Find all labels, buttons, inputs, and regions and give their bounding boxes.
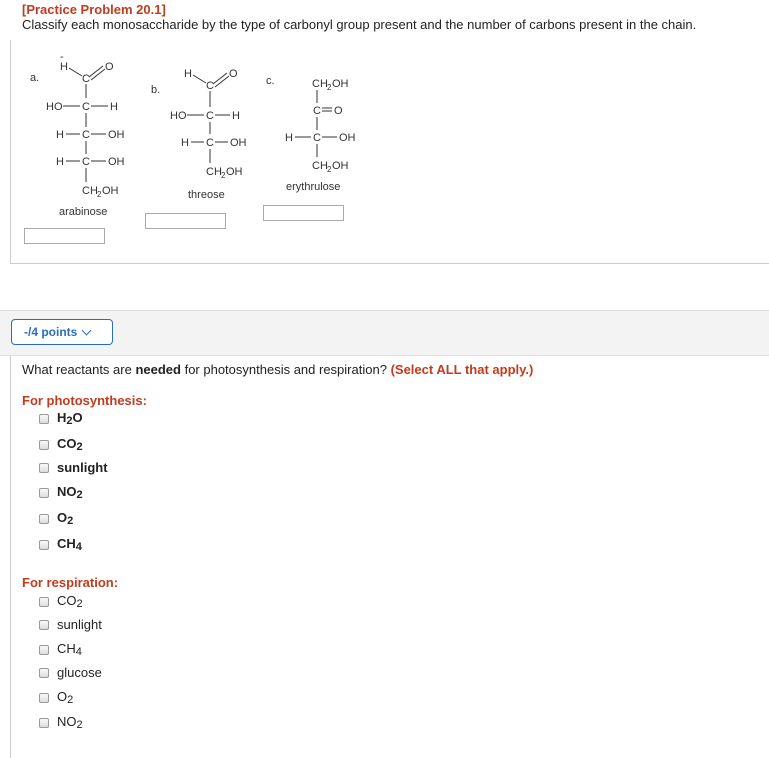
option-label: sunlight <box>57 617 102 632</box>
checkbox[interactable] <box>39 645 49 655</box>
svg-text:2: 2 <box>221 171 226 180</box>
checkbox[interactable] <box>39 488 49 498</box>
answer-box-c[interactable] <box>263 205 344 221</box>
structure-c-name: erythrulose <box>286 181 341 193</box>
svg-text:HO: HO <box>46 101 63 113</box>
problem-title: [Practice Problem 20.1] <box>22 2 166 17</box>
photosynthesis-label: For photosynthesis: <box>22 393 147 408</box>
problem-question: Classify each monosaccharide by the type of carbonyl group present and the number of carbons present in the chain. <box>22 17 697 32</box>
answer-box-a[interactable] <box>24 228 105 244</box>
respiration-option[interactable] <box>39 689 73 706</box>
erythrulose-structure-drawing <box>262 70 372 185</box>
svg-text:OH: OH <box>339 132 356 144</box>
structure-b <box>148 62 258 212</box>
svg-text:OH: OH <box>230 137 247 149</box>
svg-text:C: C <box>206 110 214 122</box>
svg-text:2: 2 <box>327 83 332 92</box>
respiration-option[interactable] <box>39 617 102 632</box>
checkbox[interactable] <box>39 597 49 607</box>
svg-text:OH: OH <box>108 156 125 168</box>
question-2-hint: (Select ALL that apply.) <box>390 362 534 377</box>
option-label: $O_2$ <box>57 689 74 706</box>
svg-text:OH: OH <box>102 185 119 197</box>
checkbox[interactable] <box>39 693 49 703</box>
svg-text:C: C <box>82 73 90 85</box>
svg-text:2: 2 <box>97 190 102 199</box>
question-2-pre: What reactants are <box>22 362 136 377</box>
points-label: -/4 points <box>24 325 78 339</box>
checkbox[interactable] <box>39 463 49 473</box>
svg-text:C: C <box>82 101 90 113</box>
svg-text:O: O <box>105 61 114 73</box>
structure-a-name: arabinose <box>59 206 108 218</box>
option-label: $NO_2$ <box>57 714 83 731</box>
threose-structure-drawing <box>148 62 258 192</box>
structure-a-letter: a. <box>30 72 40 84</box>
svg-text:H: H <box>184 68 192 80</box>
svg-text:H: H <box>232 110 240 122</box>
respiration-option[interactable] <box>39 665 102 680</box>
checkbox[interactable] <box>39 540 49 550</box>
svg-text:C: C <box>206 137 214 149</box>
option-label: $CH_4$ <box>57 641 82 658</box>
photosynthesis-option[interactable] <box>39 536 82 553</box>
structure-a <box>26 52 136 222</box>
chevron-down-icon <box>82 325 92 335</box>
svg-text:C: C <box>313 132 321 144</box>
checkbox[interactable] <box>39 514 49 524</box>
checkbox[interactable] <box>39 668 49 678</box>
svg-text:OH: OH <box>332 160 349 172</box>
svg-text:H: H <box>60 61 68 73</box>
checkbox[interactable] <box>39 620 49 630</box>
svg-text:OH: OH <box>108 129 125 141</box>
option-label: $CO_2$ <box>57 593 83 610</box>
svg-text:C: C <box>313 105 321 117</box>
points-dropdown-button[interactable] <box>11 319 113 345</box>
option-label: $O_2$ <box>57 510 74 527</box>
svg-text:H: H <box>285 132 293 144</box>
photosynthesis-option[interactable] <box>39 484 83 501</box>
svg-text:CH: CH <box>312 160 328 172</box>
respiration-option[interactable] <box>39 641 82 658</box>
svg-text:C: C <box>206 80 214 92</box>
photosynthesis-option[interactable] <box>39 436 83 453</box>
svg-text:CH: CH <box>82 185 98 197</box>
respiration-option[interactable] <box>39 714 83 731</box>
svg-text:H: H <box>56 156 64 168</box>
option-label: $CO_2$ <box>57 436 83 453</box>
checkbox[interactable] <box>39 440 49 450</box>
svg-text:CH: CH <box>206 166 222 178</box>
photosynthesis-option[interactable] <box>39 460 108 475</box>
svg-text:H: H <box>56 129 64 141</box>
arabinose-structure-drawing <box>26 52 136 202</box>
question-2-text <box>22 362 533 377</box>
svg-text:O: O <box>334 105 343 117</box>
answer-box-b[interactable] <box>145 213 226 229</box>
svg-text:C: C <box>82 156 90 168</box>
respiration-option[interactable] <box>39 593 83 610</box>
structure-b-name: threose <box>188 189 225 201</box>
question-header-band <box>0 310 769 356</box>
svg-text:OH: OH <box>226 166 243 178</box>
photosynthesis-option[interactable] <box>39 410 83 427</box>
respiration-label: For respiration: <box>22 575 119 590</box>
photosynthesis-option[interactable] <box>39 510 73 527</box>
svg-text:CH: CH <box>312 78 328 90</box>
question-2-post: for photosynthesis and respiration? <box>180 362 387 377</box>
checkbox[interactable] <box>39 414 49 424</box>
option-label: $CH_4$ <box>57 536 82 553</box>
option-label: $H_2O$ <box>57 410 83 427</box>
option-label: $NO_2$ <box>57 484 83 501</box>
svg-text:OH: OH <box>332 78 349 90</box>
svg-text:H: H <box>181 137 189 149</box>
svg-text:C: C <box>82 129 90 141</box>
option-label: glucose <box>57 665 102 680</box>
question-2-bold: needed <box>135 362 181 377</box>
svg-text:H: H <box>110 101 118 113</box>
left-rule <box>10 356 11 758</box>
checkbox[interactable] <box>39 718 49 728</box>
option-label: sunlight <box>57 460 108 475</box>
svg-text:-: - <box>60 52 64 63</box>
svg-text:HO: HO <box>170 110 187 122</box>
structure-b-letter: b. <box>151 84 161 96</box>
structure-c <box>262 70 372 210</box>
svg-text:2: 2 <box>327 165 332 174</box>
structure-c-letter: c. <box>266 75 275 87</box>
svg-text:O: O <box>229 68 238 80</box>
